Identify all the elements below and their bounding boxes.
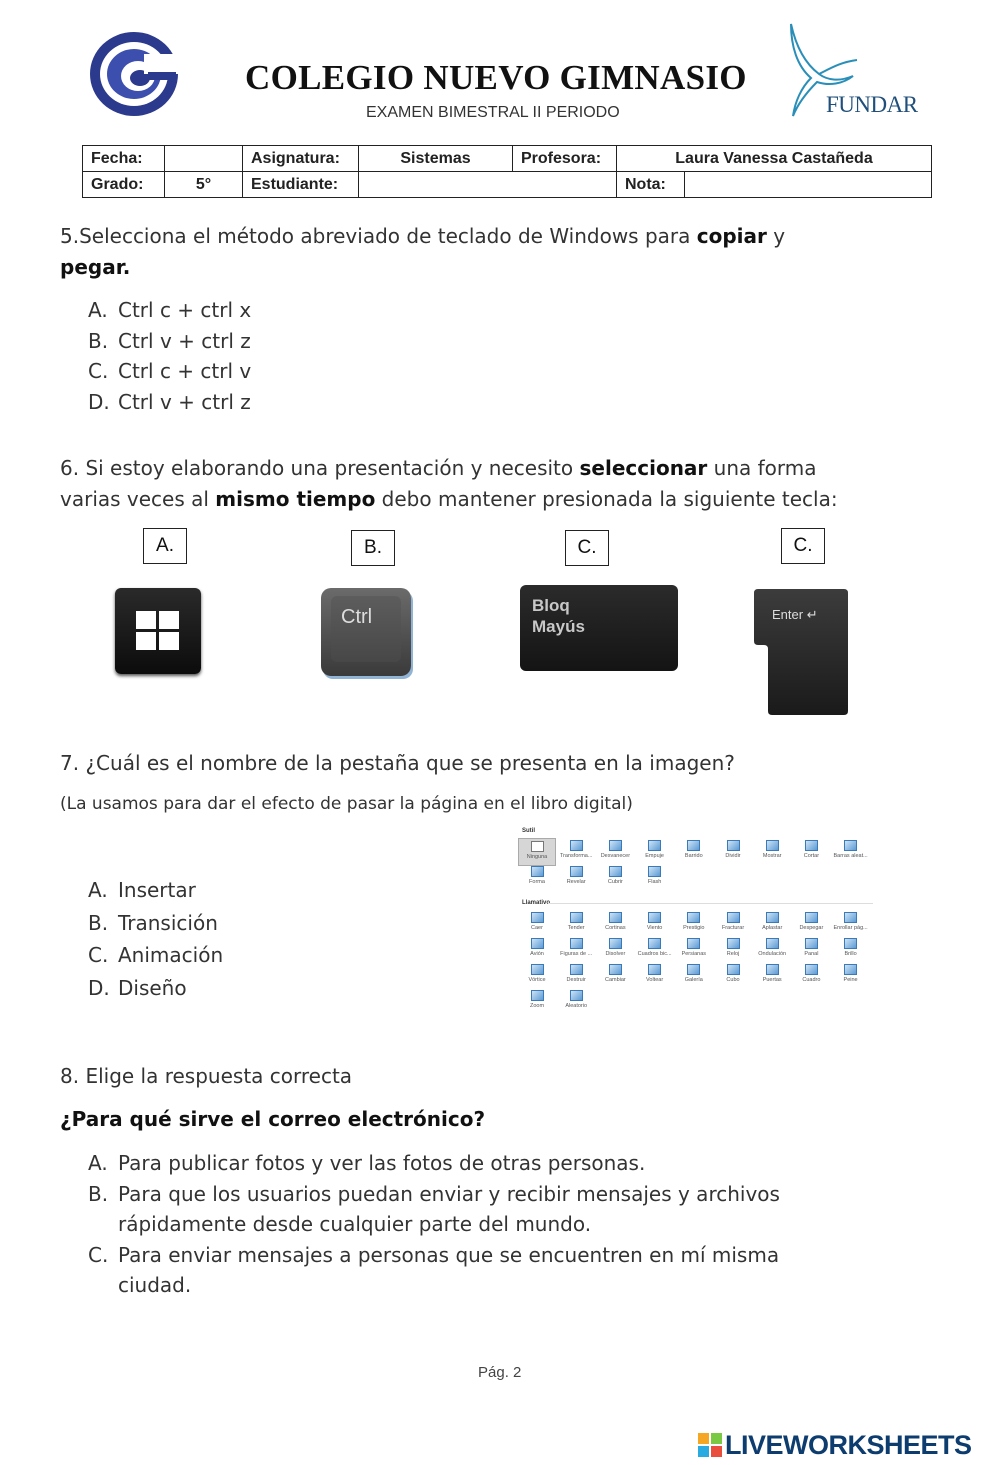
- transition-label: Panal: [804, 951, 819, 957]
- transition-option[interactable]: [557, 838, 595, 866]
- transition-option[interactable]: [596, 838, 634, 866]
- return-arrow-icon: ↵: [806, 607, 818, 622]
- bloq-mayus-key[interactable]: [520, 585, 678, 671]
- transition-option[interactable]: [596, 910, 634, 938]
- transition-option[interactable]: [636, 864, 674, 892]
- transition-label: Reloj: [726, 951, 740, 957]
- option-text: Ctrl v + ctrl z: [118, 328, 251, 353]
- transition-icon: [531, 912, 544, 923]
- nota-label: Nota:: [617, 172, 685, 198]
- liveworksheets-brand[interactable]: LIVEWORKSHEETS: [725, 1430, 972, 1460]
- transition-label: Flash: [647, 879, 662, 885]
- transition-icon: [531, 866, 544, 877]
- q5-text-part: 5.Selecciona el método abreviado de teclado de Windows para: [60, 224, 697, 248]
- transition-icon: [531, 990, 544, 1001]
- transition-option[interactable]: [753, 910, 791, 938]
- fecha-field[interactable]: [165, 146, 243, 172]
- transition-icon: [531, 938, 544, 949]
- option-text: Ctrl c + ctrl v: [118, 359, 252, 383]
- estudiante-label: Estudiante:: [243, 172, 359, 198]
- mayus-label: Mayús: [532, 617, 585, 636]
- option-text: Ctrl c + ctrl x: [118, 298, 252, 322]
- q8-option[interactable]: [88, 1179, 888, 1240]
- school-logo: [86, 28, 182, 120]
- transition-option[interactable]: [753, 936, 791, 964]
- transition-option[interactable]: [636, 962, 674, 990]
- profesora-label: Profesora:: [513, 146, 617, 172]
- transition-icon: [570, 938, 583, 949]
- transition-icon: [766, 840, 779, 851]
- option-text: Animación: [118, 943, 224, 967]
- ctrl-key-label: Ctrl: [341, 606, 373, 628]
- q5-option[interactable]: [88, 326, 251, 357]
- q7-option[interactable]: [88, 907, 223, 940]
- transition-icon: [805, 964, 818, 975]
- transition-label: Puertas: [762, 977, 782, 983]
- grado-label: Grado:: [83, 172, 165, 198]
- q6-text: [60, 453, 960, 515]
- transition-icon: [687, 964, 700, 975]
- transition-label: Voltear: [646, 977, 664, 983]
- transition-icon: [766, 912, 779, 923]
- q6-text-part: debo mantener presionada la siguiente tecla:: [375, 487, 838, 511]
- q6-label-a[interactable]: A.: [143, 528, 187, 564]
- transition-option[interactable]: [557, 988, 595, 1016]
- option-letter: C.: [88, 1242, 109, 1267]
- option-text-line1: Para que los usuarios puedan enviar y recibir mensajes y archivos: [118, 1181, 780, 1206]
- transition-option[interactable]: [753, 962, 791, 990]
- option-letter: C.: [88, 359, 109, 383]
- transition-label: Ondulación: [758, 951, 787, 957]
- transition-option[interactable]: [557, 962, 595, 990]
- transition-label: Peine: [843, 977, 858, 983]
- transition-label: Disolver: [605, 951, 626, 957]
- enter-key[interactable]: [752, 587, 850, 717]
- transition-icon: [805, 938, 818, 949]
- transition-option[interactable]: [518, 962, 556, 990]
- q7-option[interactable]: [88, 874, 223, 907]
- transition-option[interactable]: [675, 910, 713, 938]
- transition-option[interactable]: [675, 838, 713, 866]
- transition-option[interactable]: [636, 838, 674, 866]
- windows-key[interactable]: [115, 588, 201, 674]
- transition-icon: [648, 866, 661, 877]
- transition-option[interactable]: [832, 962, 870, 990]
- transition-icon: [844, 912, 857, 923]
- transition-icon: [687, 938, 700, 949]
- transition-option[interactable]: [714, 962, 752, 990]
- transition-icon: [766, 964, 779, 975]
- transition-icon: [766, 938, 779, 949]
- option-letter: D.: [88, 975, 110, 1000]
- gallery-heading-llamativo: Llamativo: [522, 900, 551, 906]
- q7-options: [88, 874, 223, 1004]
- windows-logo-icon: [115, 588, 201, 674]
- transition-label: Caer: [531, 925, 543, 931]
- transition-icon: [570, 866, 583, 877]
- transition-icon: [609, 912, 622, 923]
- transition-label: Prestigio: [683, 925, 705, 931]
- q8-question: ¿Para qué sirve el correo electrónico?: [60, 1107, 486, 1131]
- transition-icon: [609, 938, 622, 949]
- q6-text-part: varias veces al: [60, 487, 216, 511]
- transition-option[interactable]: [714, 838, 752, 866]
- transition-option[interactable]: [714, 936, 752, 964]
- transition-icon: [727, 840, 740, 851]
- transition-option[interactable]: [518, 988, 556, 1016]
- option-letter: B.: [88, 328, 109, 353]
- q5-text-part: y: [766, 224, 786, 248]
- transition-option[interactable]: [557, 910, 595, 938]
- transition-label: Revelar: [566, 879, 586, 885]
- student-info-table: [82, 145, 932, 198]
- transition-icon: [844, 840, 857, 851]
- transition-icon: [727, 938, 740, 949]
- option-text: Ctrl v + ctrl z: [118, 389, 251, 414]
- transition-label: Cortinas: [605, 925, 626, 931]
- transition-label: Persianas: [681, 951, 707, 957]
- estudiante-field[interactable]: [359, 172, 617, 198]
- transition-label: Desvanecer: [600, 853, 631, 859]
- transition-option[interactable]: [518, 864, 556, 892]
- transition-option[interactable]: [792, 962, 830, 990]
- page-number: Pág. 2: [478, 1364, 522, 1381]
- transition-option[interactable]: [753, 838, 791, 866]
- q6-label-c[interactable]: C.: [565, 530, 609, 566]
- ctrl-key-top: [331, 596, 401, 662]
- q5-bold-pegar: pegar.: [60, 255, 131, 279]
- option-text-line2: rápidamente desde cualquier parte del mundo.: [118, 1212, 592, 1236]
- transition-label: Ninguna: [526, 854, 548, 860]
- transition-label: Viento: [646, 925, 663, 931]
- option-letter: B.: [88, 1181, 109, 1206]
- transition-option[interactable]: [518, 910, 556, 938]
- option-text: Para publicar fotos y ver las fotos de otras personas.: [118, 1151, 646, 1175]
- transition-label: Cubo: [726, 977, 740, 983]
- q7-option[interactable]: [88, 972, 223, 1005]
- transition-option[interactable]: [518, 936, 556, 964]
- transition-label: Figuras de ...: [560, 951, 593, 957]
- transition-option[interactable]: [675, 962, 713, 990]
- transition-label: Empuje: [645, 853, 664, 859]
- transition-icon: [805, 840, 818, 851]
- transition-label: Avión: [530, 951, 544, 957]
- fundar-logo-text: FUNDAR: [826, 92, 918, 117]
- q8-options: [88, 1148, 888, 1301]
- transition-icon: [844, 964, 857, 975]
- asignatura-value: Sistemas: [359, 146, 513, 172]
- transition-label: Brillo: [844, 951, 857, 957]
- q7-option[interactable]: [88, 939, 223, 972]
- q6-bold-seleccionar: seleccionar: [579, 456, 708, 480]
- q5-options: [88, 295, 251, 417]
- transition-option[interactable]: [792, 838, 830, 866]
- enter-key-label: [772, 607, 818, 623]
- bloq-label: Bloq: [532, 596, 570, 615]
- transition-icon: [805, 912, 818, 923]
- transition-icon: [570, 990, 583, 1001]
- transition-icon: [531, 964, 544, 975]
- option-letter: C.: [88, 943, 109, 967]
- transition-label: Transforma...: [559, 853, 593, 859]
- bloq-mayus-label: [532, 595, 585, 637]
- transition-option[interactable]: [832, 838, 870, 866]
- transition-icon: [844, 938, 857, 949]
- transition-label: Destruir: [566, 977, 586, 983]
- transition-icon: [648, 938, 661, 949]
- q6-label-b[interactable]: B.: [351, 530, 395, 566]
- transition-label: Enrollar pág...: [833, 925, 868, 931]
- q6-text-part: una forma: [707, 456, 817, 480]
- transition-label: Zoom: [529, 1003, 545, 1009]
- transitions-gallery: [518, 826, 873, 1021]
- q7-note: (La usamos para dar el efecto de pasar la página en el libro digital): [60, 794, 633, 814]
- transition-label: Vórtice: [528, 977, 546, 983]
- transition-icon: [609, 866, 622, 877]
- transition-label: Despegar: [799, 925, 824, 931]
- transition-label: Fracturar: [721, 925, 745, 931]
- transition-option[interactable]: [675, 936, 713, 964]
- option-letter: A.: [88, 1151, 108, 1175]
- liveworksheets-logo-icon: [698, 1433, 722, 1457]
- transition-option[interactable]: [792, 910, 830, 938]
- transition-label: Galería: [684, 977, 703, 983]
- transition-icon: [687, 840, 700, 851]
- option-text-line2: ciudad.: [118, 1273, 192, 1297]
- transition-option[interactable]: [792, 936, 830, 964]
- transition-icon: [727, 912, 740, 923]
- q8-option[interactable]: [88, 1148, 888, 1179]
- profesora-value: Laura Vanessa Castañeda: [617, 146, 932, 172]
- transition-label: Aleatorio: [565, 1003, 588, 1009]
- transition-label: Tender: [567, 925, 585, 931]
- q5-text: [60, 221, 940, 283]
- transition-label: Cubrir: [607, 879, 623, 885]
- transition-icon: [531, 841, 544, 852]
- transition-option[interactable]: [596, 936, 634, 964]
- transition-label: Aplastar: [762, 925, 783, 931]
- q5-option[interactable]: [88, 387, 251, 418]
- option-letter: A.: [88, 878, 108, 902]
- gallery-divider: [548, 903, 873, 904]
- transition-label: Cambiar: [604, 977, 626, 983]
- option-text-line1: Para enviar mensajes a personas que se encuentren en mí misma: [118, 1242, 780, 1267]
- transition-option[interactable]: [557, 936, 595, 964]
- transition-label: Cortar: [803, 853, 820, 859]
- ctrl-key[interactable]: [321, 588, 411, 676]
- transition-label: Dividir: [725, 853, 741, 859]
- q6-text-part: 6. Si estoy elaborando una presentación y necesito: [60, 456, 580, 480]
- nota-field[interactable]: [685, 172, 932, 198]
- transition-label: Barras aleat...: [833, 853, 868, 859]
- option-text: Diseño: [118, 975, 187, 1000]
- transition-icon: [570, 964, 583, 975]
- transition-label: Mostrar: [762, 853, 782, 859]
- gallery-heading-sutil: Sutil: [522, 828, 535, 834]
- q5-option[interactable]: [88, 295, 251, 326]
- option-letter: D.: [88, 389, 110, 414]
- transition-label: Cuadro: [802, 977, 821, 983]
- transition-icon: [648, 912, 661, 923]
- transition-option[interactable]: [832, 910, 870, 938]
- asignatura-label: Asignatura:: [243, 146, 359, 172]
- option-letter: A.: [88, 298, 108, 322]
- school-title: COLEGIO NUEVO GIMNASIO: [245, 58, 747, 97]
- transition-option[interactable]: [596, 962, 634, 990]
- fecha-label: Fecha:: [83, 146, 165, 172]
- transition-option[interactable]: [636, 910, 674, 938]
- q5-bold-copiar: copiar: [696, 224, 767, 248]
- transition-label: Cuadros bic...: [637, 951, 672, 957]
- option-text: Insertar: [118, 878, 196, 902]
- transition-option[interactable]: [518, 838, 556, 866]
- q5-option[interactable]: [88, 356, 251, 387]
- transition-label: Barrido: [684, 853, 703, 859]
- transition-option[interactable]: [636, 936, 674, 964]
- transition-icon: [687, 912, 700, 923]
- enter-text: Enter: [772, 607, 804, 622]
- transition-icon: [609, 840, 622, 851]
- q7-text: 7. ¿Cuál es el nombre de la pestaña que se presenta en la imagen?: [60, 751, 735, 775]
- transition-icon: [648, 840, 661, 851]
- option-letter: B.: [88, 910, 109, 935]
- q8-text: 8. Elige la respuesta correcta: [60, 1064, 353, 1088]
- transition-icon: [727, 964, 740, 975]
- option-text: Transición: [118, 910, 218, 935]
- transition-option[interactable]: [714, 910, 752, 938]
- transition-icon: [648, 964, 661, 975]
- q6-bold-mismo-tiempo: mismo tiempo: [215, 487, 376, 511]
- q8-option[interactable]: [88, 1240, 888, 1301]
- transition-option[interactable]: [832, 936, 870, 964]
- grado-value: 5°: [165, 172, 243, 198]
- transition-option[interactable]: [557, 864, 595, 892]
- transition-icon: [570, 912, 583, 923]
- transition-option[interactable]: [596, 864, 634, 892]
- transition-icon: [570, 840, 583, 851]
- transition-icon: [609, 964, 622, 975]
- exam-subtitle: EXAMEN BIMESTRAL II PERIODO: [366, 104, 620, 121]
- transition-label: Forma: [529, 879, 545, 885]
- q6-label-d[interactable]: C.: [781, 528, 825, 564]
